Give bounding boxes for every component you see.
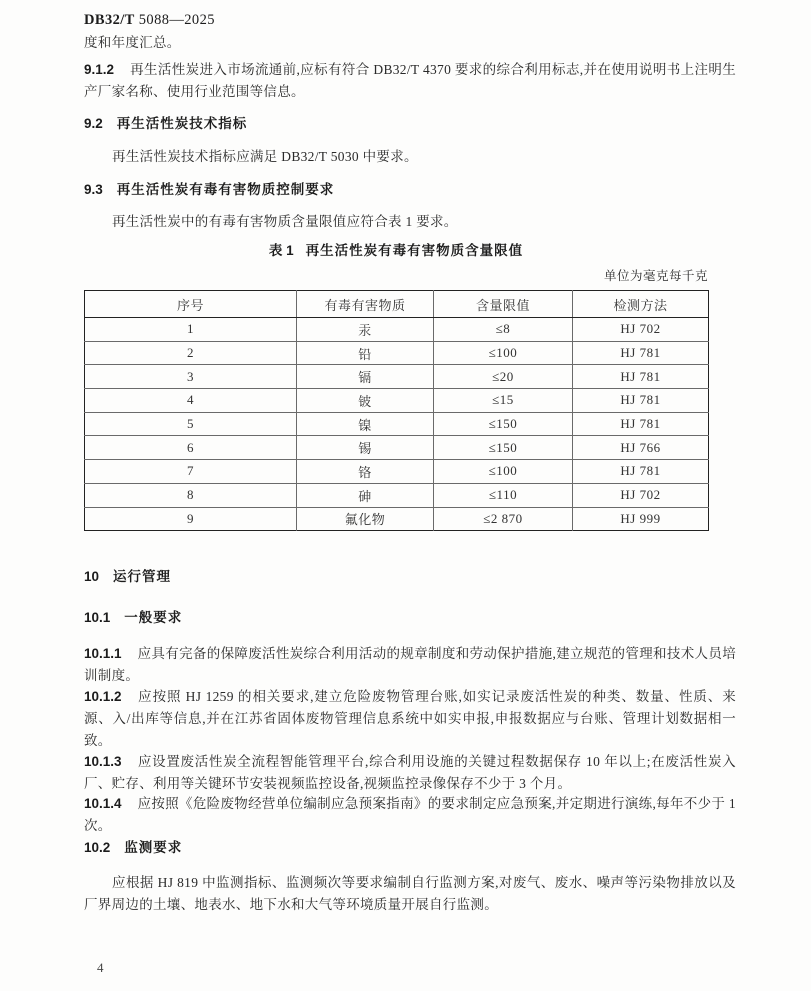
column-header-method: 检测方法 bbox=[573, 291, 709, 318]
heading-9-2 bbox=[84, 113, 736, 135]
table-row bbox=[85, 318, 709, 342]
clause-10-1-4-text: 应按照《危险废物经营单位编制应急预案指南》的要求制定应急预案,并定期进行演练,每年不少于 1 次。 bbox=[84, 796, 736, 833]
paragraph-9-3: 再生活性炭中的有毒有害物质含量限值应符合表 1 要求。 bbox=[112, 214, 458, 229]
clause-10-1-2-number: 10.1.2 bbox=[84, 689, 122, 704]
table-header-row bbox=[85, 291, 709, 318]
heading-10 bbox=[84, 566, 736, 588]
cell-no: 8 bbox=[85, 483, 297, 507]
doc-number bbox=[84, 12, 215, 29]
cell-no: 6 bbox=[85, 436, 297, 460]
cell-limit: ≤8 bbox=[434, 318, 573, 342]
cell-substance: 铅 bbox=[297, 341, 434, 365]
heading-9-3 bbox=[84, 179, 736, 201]
table-row bbox=[85, 412, 709, 436]
table-1-caption-title: 再生活性炭有毒有害物质含量限值 bbox=[305, 243, 524, 258]
cell-limit: ≤100 bbox=[434, 460, 573, 484]
clause-10-1-1-number: 10.1.1 bbox=[84, 646, 122, 661]
heading-9-2-number: 9.2 bbox=[84, 116, 103, 131]
column-header-substance: 有毒有害物质 bbox=[297, 291, 434, 318]
cell-no: 1 bbox=[187, 321, 194, 337]
cell-substance: 氟化物 bbox=[297, 507, 434, 531]
cell-method: HJ 781 bbox=[573, 341, 709, 365]
table-1-caption-label: 表 1 bbox=[268, 243, 294, 258]
heading-10-2-title: 监测要求 bbox=[124, 840, 183, 855]
cell-substance: 锡 bbox=[297, 436, 434, 460]
cell-method: HJ 999 bbox=[573, 507, 709, 531]
heading-10-1-number: 10.1 bbox=[84, 610, 111, 625]
clause-10-1-1-text: 应具有完备的保障废活性炭综合利用活动的规章制度和劳动保护措施,建立规范的管理和技术人员培训制度。 bbox=[84, 646, 736, 683]
heading-9-3-title: 再生活性炭有毒有害物质控制要求 bbox=[116, 182, 335, 197]
table-row bbox=[85, 483, 709, 507]
table-row bbox=[85, 507, 709, 531]
cell-substance: 镉 bbox=[297, 365, 434, 389]
cell-method: HJ 702 bbox=[573, 318, 709, 342]
doc-number-rest: 5088—2025 bbox=[138, 12, 215, 28]
cell-no: 3 bbox=[85, 365, 297, 389]
cell-limit: ≤15 bbox=[434, 389, 573, 413]
cell-substance: 镍 bbox=[297, 412, 434, 436]
table-row bbox=[85, 389, 709, 413]
heading-10-2-number: 10.2 bbox=[84, 840, 111, 855]
clause-10-1-3-number: 10.1.3 bbox=[84, 754, 122, 769]
paragraph-9-2: 再生活性炭技术指标应满足 DB32/T 5030 中要求。 bbox=[112, 149, 418, 164]
cell-substance: 铬 bbox=[297, 460, 434, 484]
table-row bbox=[85, 460, 709, 484]
table-row bbox=[85, 341, 709, 365]
paragraph-continuation: 度和年度汇总。 bbox=[84, 35, 181, 50]
cell-substance: 铍 bbox=[297, 389, 434, 413]
doc-number-prefix: DB32/T bbox=[84, 12, 135, 28]
cell-no: 2 bbox=[85, 341, 297, 365]
cell-method: HJ 702 bbox=[573, 483, 709, 507]
cell-no: 7 bbox=[85, 460, 297, 484]
clause-10-1-3-text: 应设置废活性炭全流程智能管理平台,综合利用设施的关键过程数据保存 10 年以上;在废活性炭入厂、贮存、利用等关键环节安装视频监控设备,视频监控录像保存不少于 3 个月。 bbox=[84, 754, 736, 791]
cell-limit: ≤2 870 bbox=[434, 507, 573, 531]
cell-substance: 汞 bbox=[297, 318, 434, 342]
cell-limit: ≤150 bbox=[434, 436, 573, 460]
cell-limit: ≤100 bbox=[434, 341, 573, 365]
table-1 bbox=[84, 290, 709, 531]
cell-no: 5 bbox=[85, 412, 297, 436]
heading-10-number: 10 bbox=[84, 569, 100, 584]
heading-10-2 bbox=[84, 837, 736, 859]
clause-10-1-3 bbox=[84, 751, 736, 795]
cell-no: 4 bbox=[85, 389, 297, 413]
heading-10-1-title: 一般要求 bbox=[124, 610, 183, 625]
cell-method: HJ 781 bbox=[573, 412, 709, 436]
cell-method: HJ 781 bbox=[573, 460, 709, 484]
clause-10-1-2 bbox=[84, 686, 736, 752]
cell-method: HJ 766 bbox=[573, 436, 709, 460]
cell-limit: ≤20 bbox=[434, 365, 573, 389]
table-row bbox=[85, 436, 709, 460]
clause-10-1-4 bbox=[84, 793, 736, 837]
cell-method: HJ 781 bbox=[573, 389, 709, 413]
heading-10-1 bbox=[84, 607, 736, 629]
heading-9-2-title: 再生活性炭技术指标 bbox=[116, 116, 248, 131]
cell-no: 9 bbox=[85, 507, 297, 531]
cell-limit: ≤110 bbox=[434, 483, 573, 507]
heading-10-title: 运行管理 bbox=[113, 569, 172, 584]
heading-9-3-number: 9.3 bbox=[84, 182, 103, 197]
cell-method: HJ 781 bbox=[573, 365, 709, 389]
clause-9-1-2 bbox=[84, 59, 736, 103]
cell-limit: ≤150 bbox=[434, 412, 573, 436]
clause-10-1-1 bbox=[84, 643, 736, 687]
column-header-limit: 含量限值 bbox=[434, 291, 573, 318]
clause-9-1-2-text: 再生活性炭进入市场流通前,应标有符合 DB32/T 4370 要求的综合利用标志,并在使用说明书上注明生产厂家名称、使用行业范围等信息。 bbox=[84, 62, 736, 99]
table-1-caption bbox=[84, 240, 708, 262]
column-header-no: 序号 bbox=[85, 291, 297, 318]
table-1-unit-note: 单位为毫克每千克 bbox=[603, 269, 708, 283]
clause-10-1-4-number: 10.1.4 bbox=[84, 796, 122, 811]
clause-9-1-2-number: 9.1.2 bbox=[84, 62, 115, 77]
page-number: 4 bbox=[97, 960, 104, 975]
table-row bbox=[85, 365, 709, 389]
clause-10-1-2-text: 应按照 HJ 1259 的相关要求,建立危险废物管理台账,如实记录废活性炭的种类、数量、性质、来源、入/出库等信息,并在江苏省固体废物管理信息系统中如实申报,申报数据应与台账、管理计划数据相一致。 bbox=[84, 689, 736, 748]
paragraph-10-2: 应根据 HJ 819 中监测指标、监测频次等要求编制自行监测方案,对废气、废水、噪声等污染物排放以及厂界周边的土壤、地表水、地下水和大气等环境质量开展自行监测。 bbox=[84, 875, 736, 912]
cell-substance: 砷 bbox=[297, 483, 434, 507]
